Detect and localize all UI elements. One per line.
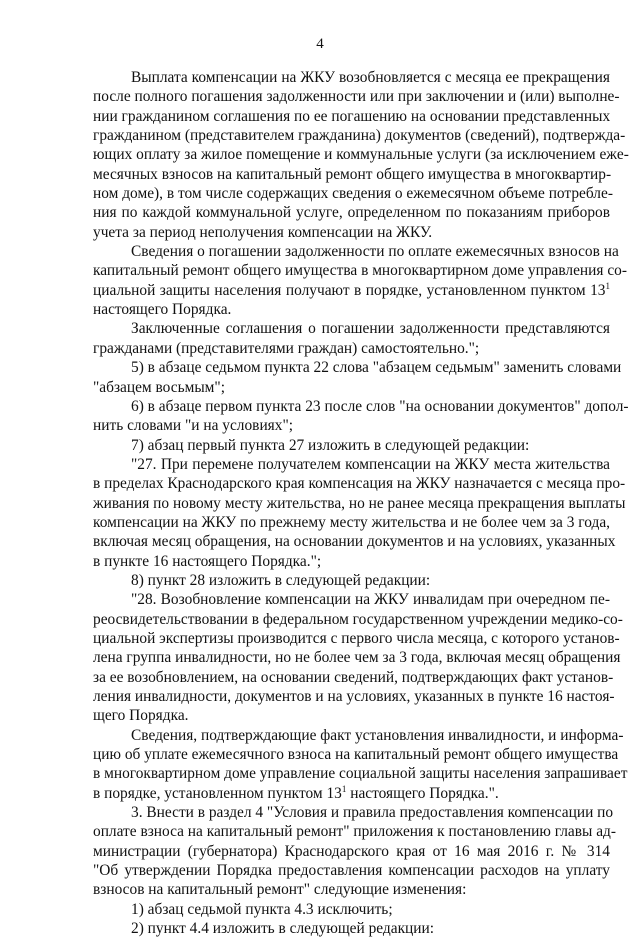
text-line: Заключенные соглашения о погашении задолженности представляются <box>131 320 610 338</box>
text-line: в пределах Краснодарского края компенсация на ЖКУ назначается с месяца про- <box>93 475 626 493</box>
paragraph-item-8 <box>93 571 610 590</box>
text-line: 5) в абзаце седьмом пункта 22 слова "абзацем седьмым" заменить словами <box>131 359 622 377</box>
text-line: щего Порядка. <box>93 707 189 725</box>
paragraph-section-3 <box>93 803 617 900</box>
text-line: "Об утверждении Порядка предоставления компенсации расходов на уплату <box>93 862 610 880</box>
text-line: Сведения о погашении задолженности по оплате ежемесячных взносов на <box>131 243 619 261</box>
paragraph-compensation-resumption <box>93 68 629 242</box>
text-line: капитальный ремонт общего имущества в многоквартирном доме управления со- <box>93 262 627 280</box>
text-line-with-superscript <box>93 784 610 803</box>
text-line: нить словами "и на условиях"; <box>93 417 294 435</box>
page-number: 4 <box>316 36 324 52</box>
text-line: настоящего Порядка. <box>93 301 232 319</box>
text-line: ном доме), в том числе содержащих сведения о ежемесячном объеме потребле- <box>93 185 613 203</box>
text-line: 8) пункт 28 изложить в следующей редакции: <box>131 571 431 589</box>
paragraph-agreements <box>93 319 610 358</box>
paragraph-clause-28 <box>93 590 623 725</box>
text-line-with-superscript <box>93 281 610 300</box>
text-line: живания по новому месту жительства, но не ранее месяца прекращения выплаты <box>93 494 626 512</box>
paragraph-item-7 <box>93 436 610 455</box>
superscript: 1 <box>605 280 610 291</box>
text-line: гражданином (представителем гражданина) документов (сведений), подтвержда- <box>93 127 626 145</box>
paragraph-item-5 <box>93 358 622 397</box>
text-line: ления инвалидности, документов и на условиях, указанных в пункте 16 настоя- <box>93 688 615 705</box>
text-line: нии гражданином соглашения по ее погашению на основании представленных <box>93 107 611 125</box>
superscript: 1 <box>341 783 347 794</box>
text-line: 1) абзац седьмой пункта 4.3 исключить; <box>131 900 393 918</box>
text-line: ния по каждой коммунальной услуге, определенном по показаниям приборов <box>93 204 610 222</box>
text-line: гражданами (представителями граждан) самостоятельно."; <box>93 339 480 357</box>
text-line: циальной экспертизы производится с первого числа месяца, с которого установ- <box>93 629 620 647</box>
paragraph-subitem-2 <box>93 919 610 938</box>
text-fragment: настоящего Порядка.". <box>346 784 499 802</box>
text-line: месячных взносов на капитальный ремонт общего имущества в многоквартир- <box>93 165 612 183</box>
paragraph-subitem-1 <box>93 900 610 919</box>
text-line: Сведения, подтверждающие факт установления инвалидности, и информа- <box>131 726 624 744</box>
text-line: включая месяц обращения, на основании документов и на условиях, указанных <box>93 533 616 551</box>
text-line: "28. Возобновление компенсации на ЖКУ инвалидам при очередном пе- <box>131 591 610 609</box>
text-line: министрации (губернатора) Краснодарского края от 16 мая 2016 г. № 314 <box>93 842 610 860</box>
text-line: ющих оплату за жилое помещение и коммунальные услуги (за исключением ежe- <box>93 146 629 164</box>
text-line: Выплата компенсации на ЖКУ возобновляется с месяца ее прекращения <box>131 69 610 86</box>
paragraph-disability-info <box>93 726 628 803</box>
text-line: оплате взноса на капитальный ремонт" приложения к постановлению главы ад- <box>93 823 617 841</box>
text-line: 7) абзац первый пункта 27 изложить в следующей редакции: <box>131 436 530 454</box>
text-line: реосвидетельствовании в федеральном государственном учреждении медико-со- <box>93 610 623 628</box>
text-line: за ее возобновлением, на основании сведений, подтверждающих факт установ- <box>93 668 614 686</box>
paragraph-item-6 <box>93 397 629 436</box>
text-line: "27. При перемене получателем компенсации на ЖКУ места жительства <box>131 455 610 473</box>
text-line: "абзацем восьмым"; <box>93 378 225 396</box>
text-line: компенсации на ЖКУ по прежнему месту жительства и не более чем за 3 года, <box>93 513 610 531</box>
text-line: 3. Внести в раздел 4 "Условия и правила предоставления компенсации по <box>131 804 614 822</box>
text-line: в пункте 16 настоящего Порядка."; <box>93 552 322 570</box>
document-body <box>93 68 629 938</box>
text-line: учета за период неполучения компенсации на ЖКУ. <box>93 223 433 241</box>
text-fragment: циальной защиты населения получают в порядке, установленном пунктом 13 <box>93 281 606 299</box>
text-line: цию об уплате ежемесячного взноса на капитальный ремонт общего имущества <box>93 746 619 764</box>
text-line: 2) пункт 4.4 изложить в следующей редакции: <box>131 920 435 938</box>
text-fragment: в порядке, установленном пунктом 13 <box>93 784 342 802</box>
text-line: взносов на капитальный ремонт" следующие изменения: <box>93 881 467 899</box>
text-line: лена группа инвалидности, но не более чем за 3 года, включая месяц обращения <box>93 649 621 667</box>
paragraph-debt-information <box>93 242 627 319</box>
text-line: в многоквартирном доме управление социальной защиты населения запрашивает <box>93 765 628 783</box>
text-line: 6) в абзаце первом пункта 23 после слов "на основании документов" допол- <box>131 397 629 415</box>
paragraph-clause-27 <box>93 455 626 571</box>
text-line: после полного погашения задолженности или при заключении и (или) выполне- <box>93 88 620 106</box>
